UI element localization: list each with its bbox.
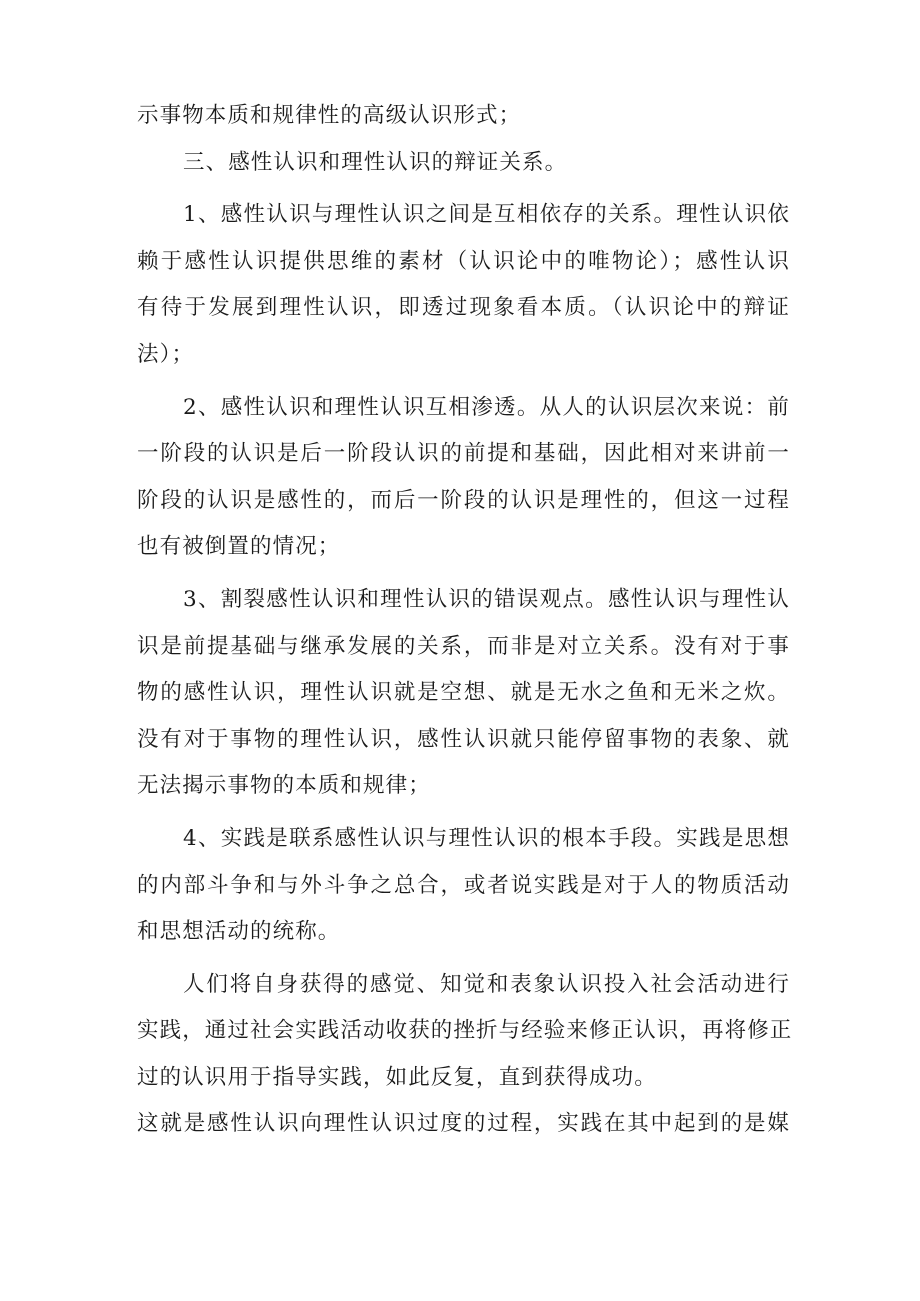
text-line: 和思想活动的统称。 — [137, 919, 341, 945]
text-line: 一阶段的认识是后一阶段认识的前提和基础，因此相对来讲前一 — [137, 441, 790, 467]
text-line: 法）； — [137, 341, 195, 367]
text-line: 阶段的认识是感性的，而后一阶段的认识是理性的，但这一过程 — [137, 487, 790, 513]
text-line: 的内部斗争和与外斗争之总合，或者说实践是对于人的物质活动 — [137, 872, 790, 898]
text-line: 3、割裂感性认识和理性认识的错误观点。感性认识与理性认 — [183, 586, 790, 612]
text-line: 4、实践是联系感性认识与理性认识的根本手段。实践是思想 — [183, 825, 790, 851]
text-line: 也有被倒置的情况； — [137, 534, 341, 560]
text-line: 有待于发展到理性认识，即透过现象看本质。（认识论中的辩证 — [137, 295, 790, 321]
text-line: 赖于感性认识提供思维的素材（认识论中的唯物论）；感性认识 — [137, 248, 790, 274]
text-line: 没有对于事物的理性认识，感性认识就只能停留事物的表象、就 — [137, 726, 790, 752]
text-line: 三、感性认识和理性认识的辩证关系。 — [183, 149, 568, 175]
text-line: 过的认识用于指导实践，如此反复，直到获得成功。 — [137, 1064, 657, 1090]
text-line: 2、感性认识和理性认识互相渗透。从人的认识层次来说：前 — [183, 394, 790, 420]
text-line: 示事物本质和规律性的高级认识形式； — [137, 103, 522, 128]
text-line: 实践，通过社会实践活动收获的挫折与经验来修正认识，再将修正 — [137, 1018, 793, 1044]
text-line: 物的感性认识，理性认识就是空想、就是无水之鱼和无米之炊。 — [137, 680, 790, 706]
text-line: 人们将自身获得的感觉、知觉和表象认识投入社会活动进行 — [183, 971, 790, 997]
document-body — [137, 93, 793, 1148]
text-line: 识是前提基础与继承发展的关系，而非是对立关系。没有对于事 — [137, 633, 790, 659]
text-line: 无法揭示事物的本质和规律； — [137, 773, 431, 799]
text-line: 这就是感性认识向理性认识过度的过程，实践在其中起到的是媒 — [137, 1111, 790, 1137]
text-line: 1、感性认识与理性认识之间是互相依存的关系。理性认识依 — [183, 202, 790, 228]
